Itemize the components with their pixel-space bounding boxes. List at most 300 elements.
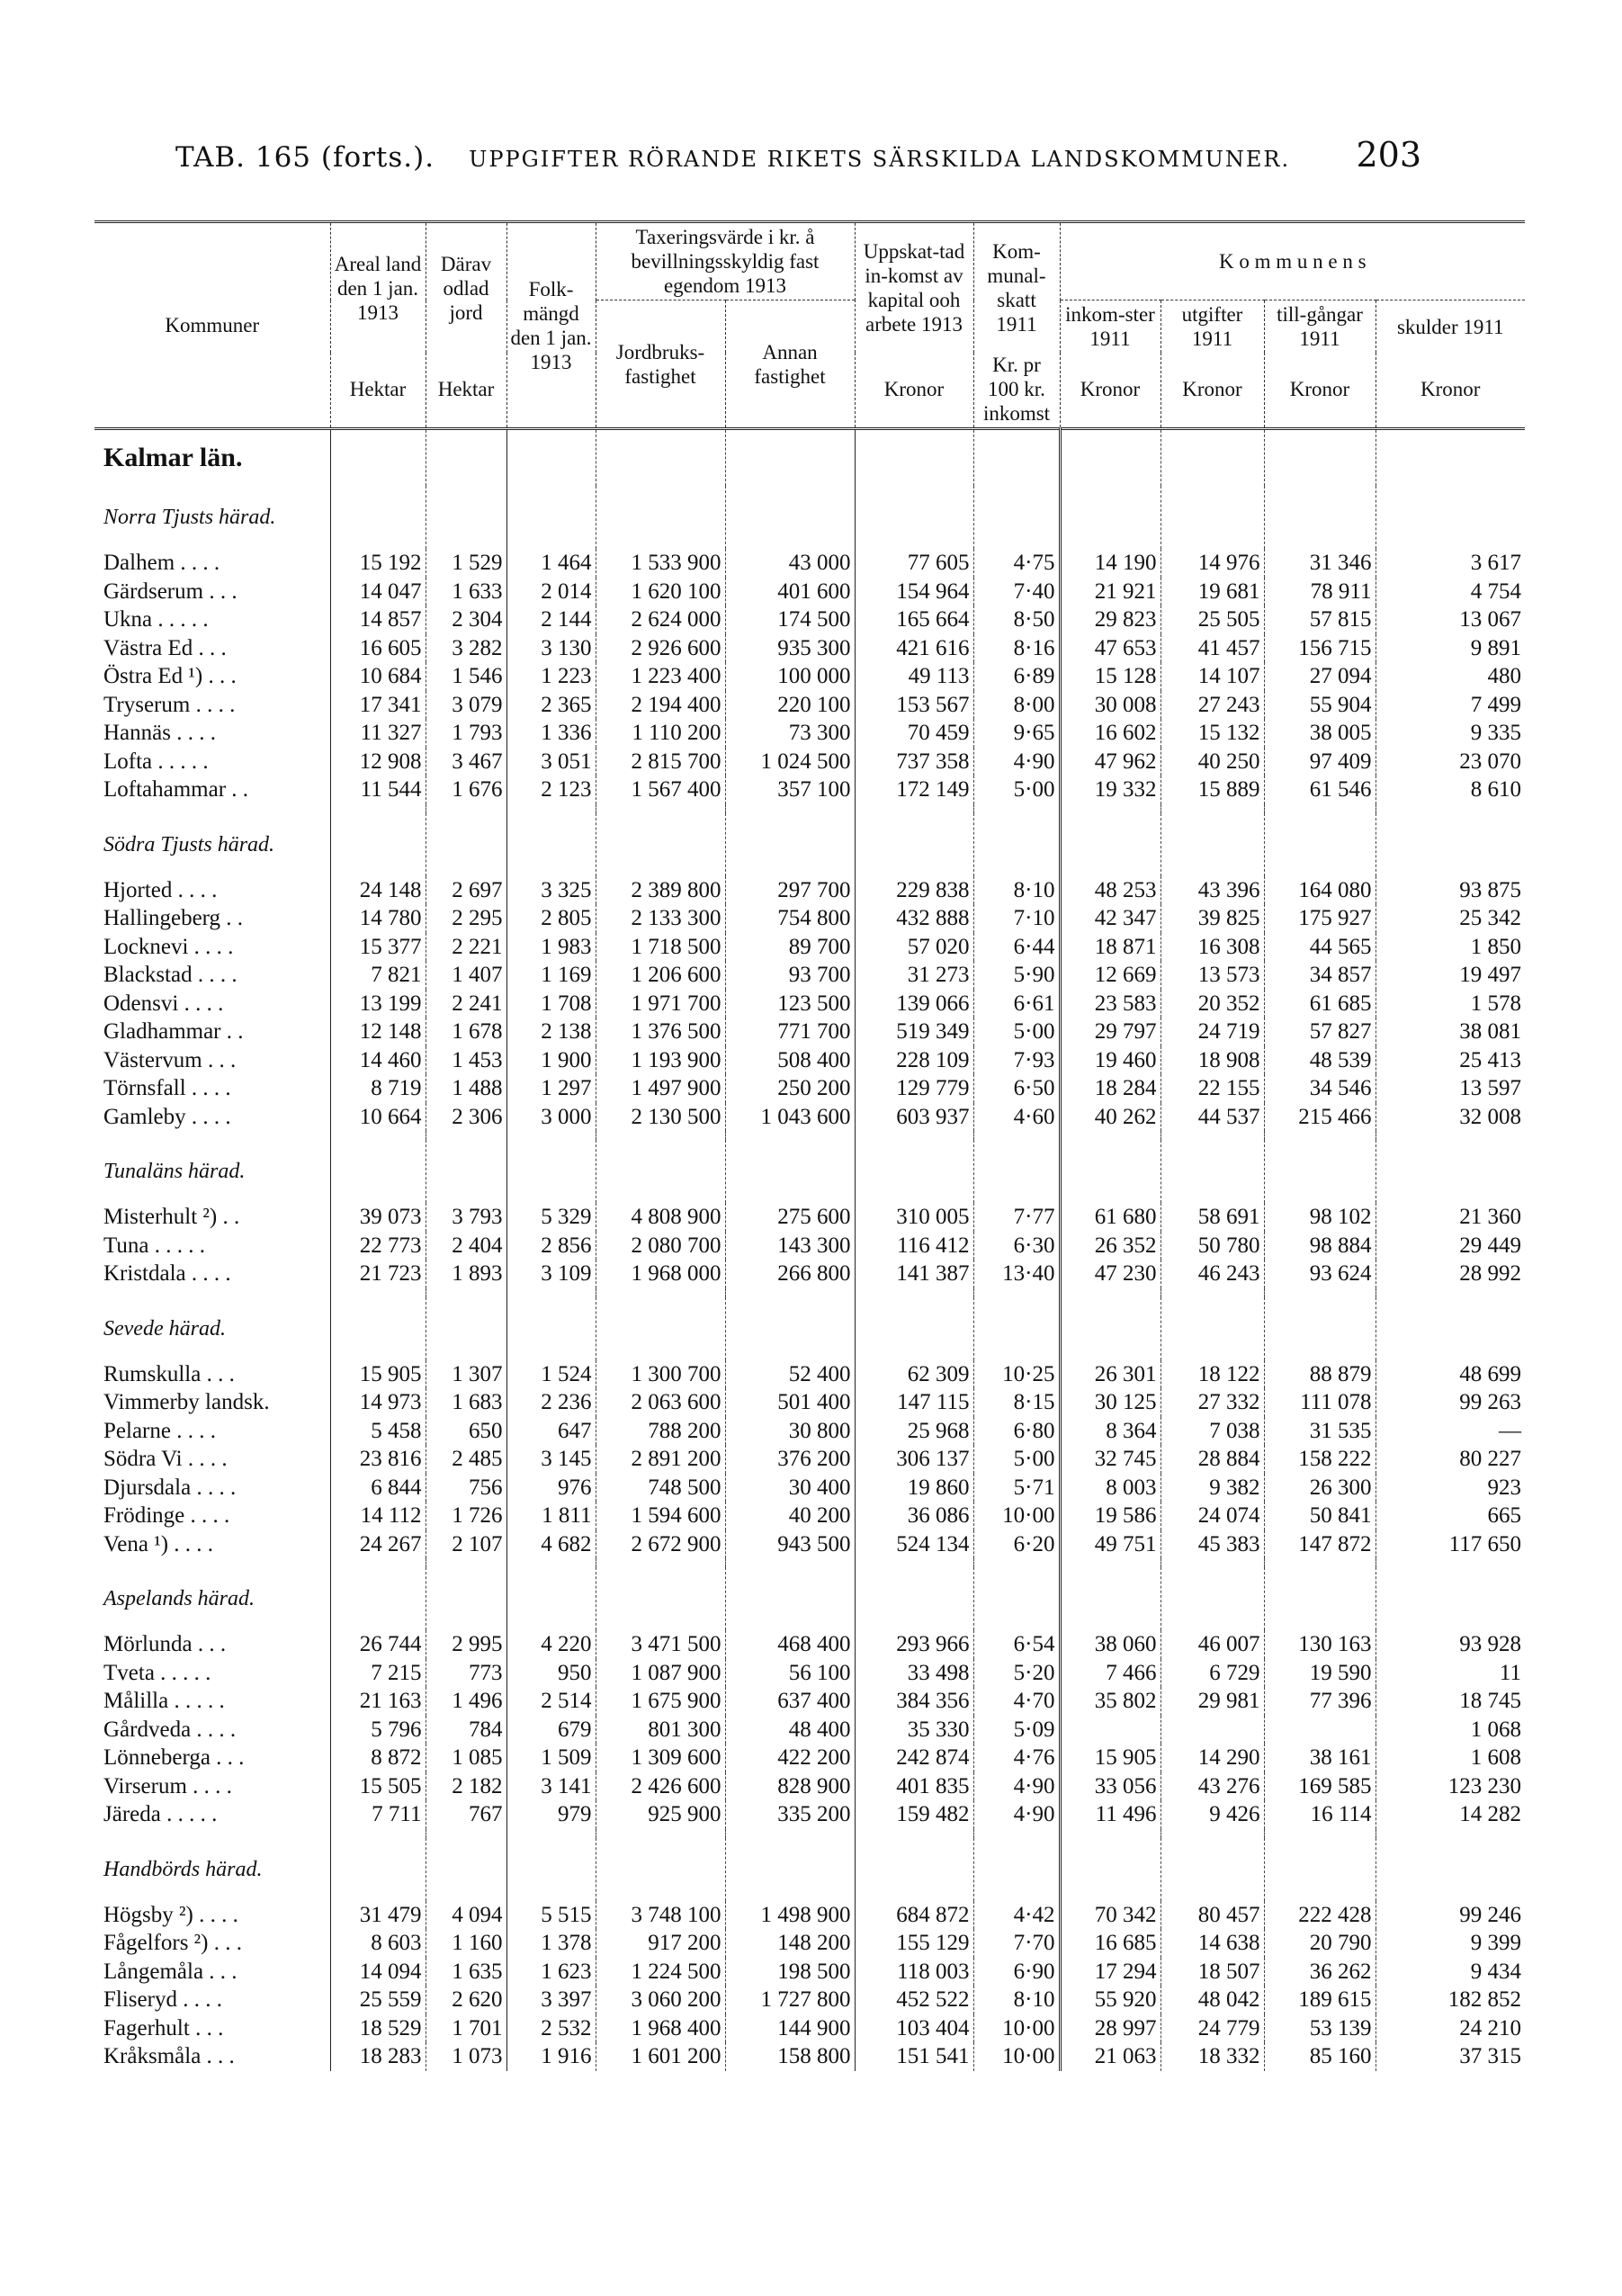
folkmangd-value: 1 916 xyxy=(506,2042,596,2071)
areal-value: 14 094 xyxy=(330,1958,426,1987)
utgifter-value: 15 889 xyxy=(1160,776,1264,804)
areal-value: 10 684 xyxy=(330,662,426,691)
district-name: Norra Tjusts härad. xyxy=(103,506,276,529)
kommun-name: Tryserum . . . . xyxy=(103,692,236,717)
header-taxeringsvarde: Taxeringsvärde i kr. å bevillningsskyldig fast egendom 1913 xyxy=(596,222,855,300)
uppskattad-value: 228 109 xyxy=(855,1046,973,1075)
inkomster-value: 16 685 xyxy=(1060,1929,1160,1958)
utgifter-value: 50 780 xyxy=(1160,1232,1264,1260)
annan-fastighet-value: 357 100 xyxy=(725,776,855,804)
areal-value: 14 112 xyxy=(330,1502,426,1530)
table-row xyxy=(94,1417,1525,1446)
uppskattad-value: 421 616 xyxy=(855,634,973,663)
skatt-value: 6·30 xyxy=(973,1232,1060,1260)
annan-fastighet-value: 828 900 xyxy=(725,1772,855,1801)
jordbruk-value: 1 601 200 xyxy=(596,2042,725,2071)
uppskattad-value: 147 115 xyxy=(855,1388,973,1417)
annan-fastighet-value: 943 500 xyxy=(725,1530,855,1559)
areal-value: 6 844 xyxy=(330,1474,426,1502)
skulder-value: 23 070 xyxy=(1376,748,1525,776)
folkmangd-value: 3 109 xyxy=(506,1260,596,1288)
uppskattad-value: 432 888 xyxy=(855,904,973,933)
folkmangd-value: 2 805 xyxy=(506,904,596,933)
jordbruk-value: 3 471 500 xyxy=(596,1630,725,1659)
skatt-value: 7·93 xyxy=(973,1046,1060,1075)
annan-fastighet-value: 89 700 xyxy=(725,933,855,962)
skulder-value: 32 008 xyxy=(1376,1103,1525,1132)
folkmangd-value: 3 145 xyxy=(506,1445,596,1474)
table-row xyxy=(94,776,1525,804)
annan-fastighet-value: 198 500 xyxy=(725,1958,855,1987)
jordbruk-value: 1 087 900 xyxy=(596,1659,725,1688)
folkmangd-value: 1 524 xyxy=(506,1360,596,1389)
areal-value: 13 199 xyxy=(330,990,426,1018)
skatt-value: 7·70 xyxy=(973,1929,1060,1958)
annan-fastighet-value: 30 400 xyxy=(725,1474,855,1502)
annan-fastighet-value: 468 400 xyxy=(725,1630,855,1659)
unit-tillgangar: Kronor xyxy=(1264,353,1376,429)
header-kommuner: Kommuner xyxy=(165,314,260,336)
utgifter-value: 29 981 xyxy=(1160,1687,1264,1716)
utgifter-value: 39 825 xyxy=(1160,904,1264,933)
utgifter-value: 24 074 xyxy=(1160,1502,1264,1530)
jordbruk-value: 2 672 900 xyxy=(596,1530,725,1559)
inkomster-value: 47 653 xyxy=(1060,634,1160,663)
annan-fastighet-value: 297 700 xyxy=(725,876,855,905)
folkmangd-value: 5 515 xyxy=(506,1901,596,1930)
utgifter-value: 7 038 xyxy=(1160,1417,1264,1446)
utgifter-value: 13 573 xyxy=(1160,961,1264,990)
kommun-name: Djursdala . . . . xyxy=(103,1475,237,1500)
odlad-value: 2 107 xyxy=(426,1530,506,1559)
areal-value: 7 711 xyxy=(330,1800,426,1829)
skulder-value: 11 xyxy=(1376,1659,1525,1688)
annan-fastighet-value: 1 043 600 xyxy=(725,1103,855,1132)
inkomster-value: 70 342 xyxy=(1060,1901,1160,1930)
skulder-value: 13 597 xyxy=(1376,1074,1525,1103)
unit-utgifter: Kronor xyxy=(1160,353,1264,429)
utgifter-value: 24 719 xyxy=(1160,1018,1264,1046)
inkomster-value: 32 745 xyxy=(1060,1445,1160,1474)
inkomster-value: 26 301 xyxy=(1060,1360,1160,1389)
annan-fastighet-value: 422 200 xyxy=(725,1744,855,1772)
district-name: Sevede härad. xyxy=(103,1316,226,1341)
utgifter-value: 45 383 xyxy=(1160,1530,1264,1559)
annan-fastighet-value: 100 000 xyxy=(725,662,855,691)
skatt-value: 7·40 xyxy=(973,578,1060,606)
uppskattad-value: 139 066 xyxy=(855,990,973,1018)
annan-fastighet-value: 30 800 xyxy=(725,1417,855,1446)
uppskattad-value: 155 129 xyxy=(855,1929,973,1958)
jordbruk-value: 1 309 600 xyxy=(596,1744,725,1772)
odlad-value: 1 793 xyxy=(426,719,506,748)
unit-skulder: Kronor xyxy=(1376,353,1525,429)
odlad-value: 1 407 xyxy=(426,961,506,990)
folkmangd-value: 1 464 xyxy=(506,549,596,578)
annan-fastighet-value: 148 200 xyxy=(725,1929,855,1958)
skatt-value: 8·00 xyxy=(973,691,1060,720)
jordbruk-value: 2 194 400 xyxy=(596,691,725,720)
skulder-value: 48 699 xyxy=(1376,1360,1525,1389)
kommun-name: Kristdala . . . . xyxy=(103,1261,231,1286)
odlad-value: 2 241 xyxy=(426,990,506,1018)
inkomster-value: 19 586 xyxy=(1060,1502,1160,1530)
jordbruk-value: 1 533 900 xyxy=(596,549,725,578)
skulder-value: 9 399 xyxy=(1376,1929,1525,1958)
odlad-value: 1 726 xyxy=(426,1502,506,1530)
skulder-value: 7 499 xyxy=(1376,691,1525,720)
district-heading-row xyxy=(94,1567,1525,1630)
uppskattad-value: 57 020 xyxy=(855,933,973,962)
kommun-name: Västra Ed . . . xyxy=(103,635,227,660)
inkomster-value: 23 583 xyxy=(1060,990,1160,1018)
uppskattad-value: 33 498 xyxy=(855,1659,973,1688)
folkmangd-value: 3 130 xyxy=(506,634,596,663)
uppskattad-value: 452 522 xyxy=(855,1986,973,2014)
folkmangd-value: 979 xyxy=(506,1800,596,1829)
skatt-value: 6·89 xyxy=(973,662,1060,691)
uppskattad-value: 77 605 xyxy=(855,549,973,578)
areal-value: 11 544 xyxy=(330,776,426,804)
table-row xyxy=(94,1530,1525,1559)
kommun-name: Fagerhult . . . xyxy=(103,2015,224,2040)
header-areal: Areal land den 1 jan. 1913 xyxy=(330,222,426,354)
tillgangar-value: 27 094 xyxy=(1264,662,1376,691)
unit-odlad: Hektar xyxy=(426,353,506,429)
skatt-value: 10·00 xyxy=(973,1502,1060,1530)
table-row xyxy=(94,904,1525,933)
inkomster-value: 15 905 xyxy=(1060,1744,1160,1772)
odlad-value: 3 079 xyxy=(426,691,506,720)
unit-inkomster: Kronor xyxy=(1060,353,1160,429)
tillgangar-value: 20 790 xyxy=(1264,1929,1376,1958)
folkmangd-value: 1 169 xyxy=(506,961,596,990)
skulder-value: 18 745 xyxy=(1376,1687,1525,1716)
kommun-name: Kråksmåla . . . xyxy=(103,2044,235,2068)
folkmangd-value: 976 xyxy=(506,1474,596,1502)
areal-value: 15 905 xyxy=(330,1360,426,1389)
tillgangar-value: 98 102 xyxy=(1264,1203,1376,1232)
table-row xyxy=(94,1772,1525,1801)
table-row xyxy=(94,1659,1525,1688)
folkmangd-value: 3 397 xyxy=(506,1986,596,2014)
utgifter-value: 14 976 xyxy=(1160,549,1264,578)
skatt-value: 4·90 xyxy=(973,748,1060,776)
utgifter-value: 25 505 xyxy=(1160,605,1264,634)
utgifter-value: 14 107 xyxy=(1160,662,1264,691)
areal-value: 18 283 xyxy=(330,2042,426,2071)
jordbruk-value: 2 130 500 xyxy=(596,1103,725,1132)
odlad-value: 1 701 xyxy=(426,2014,506,2043)
skulder-value: 25 413 xyxy=(1376,1046,1525,1075)
jordbruk-value: 1 675 900 xyxy=(596,1687,725,1716)
kommun-name: Virserum . . . . xyxy=(103,1773,232,1798)
table-row xyxy=(94,990,1525,1018)
skatt-value: 6·61 xyxy=(973,990,1060,1018)
skatt-value: 9·65 xyxy=(973,719,1060,748)
uppskattad-value: 165 664 xyxy=(855,605,973,634)
skatt-value: 6·44 xyxy=(973,933,1060,962)
areal-value: 8 719 xyxy=(330,1074,426,1103)
folkmangd-value: 4 220 xyxy=(506,1630,596,1659)
areal-value: 12 908 xyxy=(330,748,426,776)
jordbruk-value: 2 926 600 xyxy=(596,634,725,663)
skulder-value: 9 335 xyxy=(1376,719,1525,748)
areal-value: 22 773 xyxy=(330,1232,426,1260)
folkmangd-value: 2 532 xyxy=(506,2014,596,2043)
kommun-name: Pelarne . . . . xyxy=(103,1418,216,1443)
areal-value: 26 744 xyxy=(330,1630,426,1659)
inkomster-value: 8 364 xyxy=(1060,1417,1160,1446)
table-row xyxy=(94,1046,1525,1075)
skulder-value: 21 360 xyxy=(1376,1203,1525,1232)
kommun-name: Vena ¹) . . . . xyxy=(103,1531,214,1556)
areal-value: 25 559 xyxy=(330,1986,426,2014)
table-row xyxy=(94,1474,1525,1502)
skatt-value: 8·10 xyxy=(973,1986,1060,2014)
skulder-value: 14 282 xyxy=(1376,1800,1525,1829)
header-skulder: skulder 1911 xyxy=(1376,300,1525,354)
areal-value: 14 857 xyxy=(330,605,426,634)
annan-fastighet-value: 401 600 xyxy=(725,578,855,606)
tillgangar-value: 16 114 xyxy=(1264,1800,1376,1829)
tillgangar-value: 215 466 xyxy=(1264,1103,1376,1132)
annan-fastighet-value: 158 800 xyxy=(725,2042,855,2071)
odlad-value: 2 182 xyxy=(426,1772,506,1801)
uppskattad-value: 384 356 xyxy=(855,1687,973,1716)
uppskattad-value: 116 412 xyxy=(855,1232,973,1260)
municipality-table xyxy=(94,220,1525,2071)
skatt-value: 10·00 xyxy=(973,2014,1060,2043)
tillgangar-value: 77 396 xyxy=(1264,1687,1376,1716)
table-row xyxy=(94,1901,1525,1930)
utgifter-value: 9 426 xyxy=(1160,1800,1264,1829)
jordbruk-value: 1 971 700 xyxy=(596,990,725,1018)
kommun-name: Loftahammar . . xyxy=(103,777,249,802)
odlad-value: 1 073 xyxy=(426,2042,506,2071)
table-number: TAB. 165 (forts.). xyxy=(175,141,435,174)
table-row xyxy=(94,933,1525,962)
header-tillgangar: till-gångar 1911 xyxy=(1264,300,1376,354)
jordbruk-value: 1 620 100 xyxy=(596,578,725,606)
odlad-value: 1 546 xyxy=(426,662,506,691)
annan-fastighet-value: 144 900 xyxy=(725,2014,855,2043)
annan-fastighet-value: 43 000 xyxy=(725,549,855,578)
tillgangar-value: 158 222 xyxy=(1264,1445,1376,1474)
areal-value: 12 148 xyxy=(330,1018,426,1046)
table-row xyxy=(94,605,1525,634)
skatt-value: 5·20 xyxy=(973,1659,1060,1688)
inkomster-value: 47 962 xyxy=(1060,748,1160,776)
tillgangar-value: 53 139 xyxy=(1264,2014,1376,2043)
skulder-value: 9 434 xyxy=(1376,1958,1525,1987)
uppskattad-value: 62 309 xyxy=(855,1360,973,1389)
jordbruk-value: 1 110 200 xyxy=(596,719,725,748)
kommun-name: Hannäs . . . . xyxy=(103,721,216,745)
skulder-value: 13 067 xyxy=(1376,605,1525,634)
areal-value: 14 047 xyxy=(330,578,426,606)
folkmangd-value: 647 xyxy=(506,1417,596,1446)
folkmangd-value: 1 336 xyxy=(506,719,596,748)
odlad-value: 1 635 xyxy=(426,1958,506,1987)
kommun-name: Fliseryd . . . . xyxy=(103,1987,222,2012)
kommun-name: Lofta . . . . . xyxy=(103,749,209,774)
skatt-value: 6·80 xyxy=(973,1417,1060,1446)
odlad-value: 2 221 xyxy=(426,933,506,962)
tillgangar-value xyxy=(1264,1716,1376,1744)
tillgangar-value: 78 911 xyxy=(1264,578,1376,606)
tillgangar-value: 34 546 xyxy=(1264,1074,1376,1103)
skulder-value: 4 754 xyxy=(1376,578,1525,606)
areal-value: 21 723 xyxy=(330,1260,426,1288)
district-heading-row xyxy=(94,1297,1525,1360)
jordbruk-value: 2 891 200 xyxy=(596,1445,725,1474)
table-row xyxy=(94,1260,1525,1288)
kommun-name: Långemåla . . . xyxy=(103,1959,237,1984)
tillgangar-value: 36 262 xyxy=(1264,1958,1376,1987)
uppskattad-value: 70 459 xyxy=(855,719,973,748)
skatt-value: 8·50 xyxy=(973,605,1060,634)
kommun-name: Tuna . . . . . xyxy=(103,1233,205,1258)
utgifter-value: 16 308 xyxy=(1160,933,1264,962)
skatt-value: 5·00 xyxy=(973,776,1060,804)
annan-fastighet-value: 48 400 xyxy=(725,1716,855,1744)
uppskattad-value: 19 860 xyxy=(855,1474,973,1502)
utgifter-value: 20 352 xyxy=(1160,990,1264,1018)
inkomster-value: 40 262 xyxy=(1060,1103,1160,1132)
uppskattad-value: 118 003 xyxy=(855,1958,973,1987)
table-row xyxy=(94,876,1525,905)
folkmangd-value: 1 623 xyxy=(506,1958,596,1987)
odlad-value: 2 620 xyxy=(426,1986,506,2014)
uppskattad-value: 49 113 xyxy=(855,662,973,691)
tillgangar-value: 111 078 xyxy=(1264,1388,1376,1417)
jordbruk-value: 2 624 000 xyxy=(596,605,725,634)
uppskattad-value: 153 567 xyxy=(855,691,973,720)
jordbruk-value: 2 426 600 xyxy=(596,1772,725,1801)
utgifter-value: 14 290 xyxy=(1160,1744,1264,1772)
odlad-value: 773 xyxy=(426,1659,506,1688)
annan-fastighet-value: 143 300 xyxy=(725,1232,855,1260)
skulder-value: 3 617 xyxy=(1376,549,1525,578)
inkomster-value: 15 128 xyxy=(1060,662,1160,691)
unit-areal: Hektar xyxy=(330,353,426,429)
utgifter-value: 18 908 xyxy=(1160,1046,1264,1075)
annan-fastighet-value: 935 300 xyxy=(725,634,855,663)
utgifter-value: 28 884 xyxy=(1160,1445,1264,1474)
utgifter-value: 22 155 xyxy=(1160,1074,1264,1103)
odlad-value: 756 xyxy=(426,1474,506,1502)
tillgangar-value: 57 827 xyxy=(1264,1018,1376,1046)
areal-value: 8 872 xyxy=(330,1744,426,1772)
skatt-value: 4·76 xyxy=(973,1744,1060,1772)
folkmangd-value: 3 141 xyxy=(506,1772,596,1801)
kommun-name: Tveta . . . . . xyxy=(103,1660,211,1685)
inkomster-value: 17 294 xyxy=(1060,1958,1160,1987)
uppskattad-value: 603 937 xyxy=(855,1103,973,1132)
utgifter-value: 9 382 xyxy=(1160,1474,1264,1502)
annan-fastighet-value: 56 100 xyxy=(725,1659,855,1688)
uppskattad-value: 103 404 xyxy=(855,2014,973,2043)
utgifter-value: 43 396 xyxy=(1160,876,1264,905)
areal-value: 21 163 xyxy=(330,1687,426,1716)
table-row xyxy=(94,549,1525,578)
kommun-name: Lönneberga . . . xyxy=(103,1745,245,1770)
inkomster-value: 28 997 xyxy=(1060,2014,1160,2043)
utgifter-value xyxy=(1160,1716,1264,1744)
skulder-value: 1 068 xyxy=(1376,1716,1525,1744)
skatt-value: 4·90 xyxy=(973,1800,1060,1829)
district-name: Aspelands härad. xyxy=(103,1587,255,1610)
odlad-value: 1 676 xyxy=(426,776,506,804)
table-row xyxy=(94,1630,1525,1659)
uppskattad-value: 519 349 xyxy=(855,1018,973,1046)
jordbruk-value: 1 968 400 xyxy=(596,2014,725,2043)
table-row xyxy=(94,1716,1525,1744)
areal-value: 17 341 xyxy=(330,691,426,720)
skatt-value: 8·10 xyxy=(973,876,1060,905)
skulder-value: 665 xyxy=(1376,1502,1525,1530)
utgifter-value: 46 007 xyxy=(1160,1630,1264,1659)
header-uppskattad-inkomst: Uppskat-tad in-komst av kapital ooh arbete 1913 xyxy=(855,222,973,354)
jordbruk-value: 1 567 400 xyxy=(596,776,725,804)
areal-value: 16 605 xyxy=(330,634,426,663)
odlad-value: 1 160 xyxy=(426,1929,506,1958)
annan-fastighet-value: 93 700 xyxy=(725,961,855,990)
district-heading-row xyxy=(94,1140,1525,1203)
header-odlad: Därav odlad jord xyxy=(426,222,506,354)
areal-value: 11 327 xyxy=(330,719,426,748)
jordbruk-value: 4 808 900 xyxy=(596,1203,725,1232)
district-heading-row xyxy=(94,813,1525,876)
jordbruk-value: 3 060 200 xyxy=(596,1986,725,2014)
areal-value: 8 603 xyxy=(330,1929,426,1958)
odlad-value: 1 678 xyxy=(426,1018,506,1046)
skulder-value: 25 342 xyxy=(1376,904,1525,933)
uppskattad-value: 141 387 xyxy=(855,1260,973,1288)
header-annan-fastighet: Annan fastighet xyxy=(725,300,855,429)
kommun-name: Högsby ²) . . . . xyxy=(103,1902,238,1927)
kommun-name: Mörlunda . . . xyxy=(103,1632,227,1656)
uppskattad-value: 524 134 xyxy=(855,1530,973,1559)
skatt-value: 4·70 xyxy=(973,1687,1060,1716)
kommun-name: Rumskulla . . . xyxy=(103,1361,235,1386)
tillgangar-value: 93 624 xyxy=(1264,1260,1376,1288)
utgifter-value: 18 332 xyxy=(1160,2042,1264,2071)
table-row xyxy=(94,1203,1525,1232)
odlad-value: 2 485 xyxy=(426,1445,506,1474)
odlad-value: 1 683 xyxy=(426,1388,506,1417)
folkmangd-value: 679 xyxy=(506,1716,596,1744)
district-name: Handbörds härad. xyxy=(103,1857,263,1881)
inkomster-value: 16 602 xyxy=(1060,719,1160,748)
table-row xyxy=(94,1232,1525,1260)
tillgangar-value: 26 300 xyxy=(1264,1474,1376,1502)
tillgangar-value: 31 535 xyxy=(1264,1417,1376,1446)
odlad-value: 3 467 xyxy=(426,748,506,776)
utgifter-value: 6 729 xyxy=(1160,1659,1264,1688)
district-heading-row xyxy=(94,1838,1525,1901)
folkmangd-value: 1 983 xyxy=(506,933,596,962)
folkmangd-value: 1 900 xyxy=(506,1046,596,1075)
jordbruk-value: 1 497 900 xyxy=(596,1074,725,1103)
folkmangd-value: 2 365 xyxy=(506,691,596,720)
district-heading-row xyxy=(94,486,1525,549)
annan-fastighet-value: 174 500 xyxy=(725,605,855,634)
uppskattad-value: 293 966 xyxy=(855,1630,973,1659)
areal-value: 14 460 xyxy=(330,1046,426,1075)
tillgangar-value: 156 715 xyxy=(1264,634,1376,663)
